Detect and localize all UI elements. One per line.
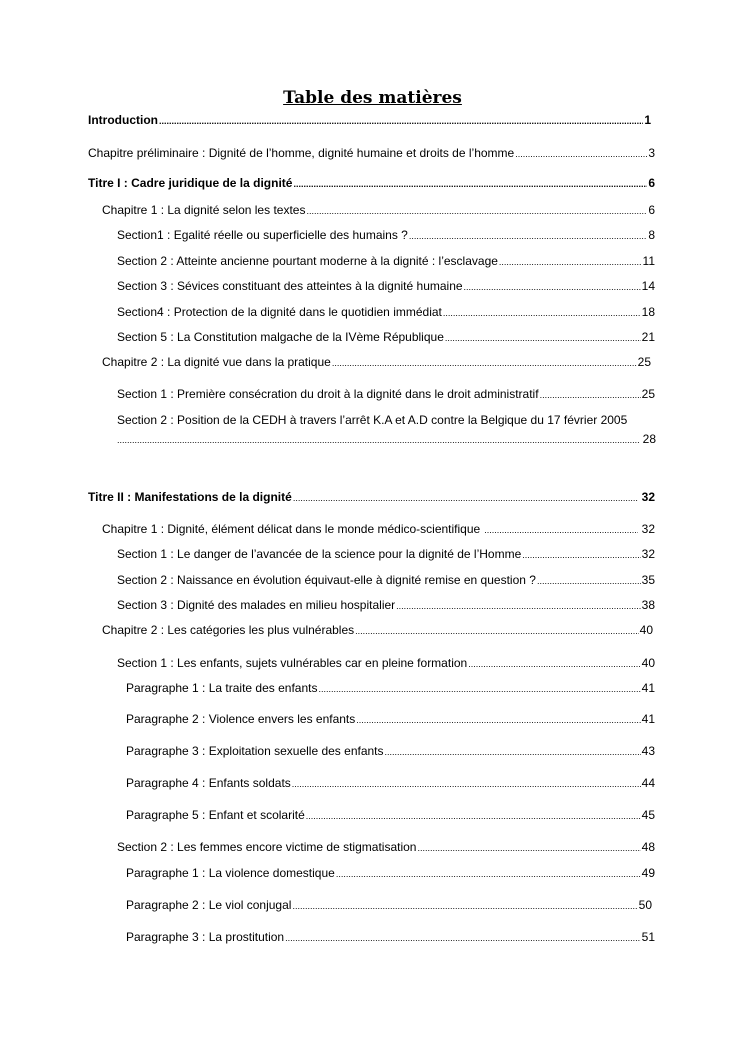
dot-leader — [292, 777, 641, 791]
dot-leader — [445, 331, 641, 345]
toc-entry-page: 35 — [641, 573, 655, 587]
toc-entry-page: 49 — [641, 866, 655, 880]
toc-entry-label: Chapitre 2 : La dignité vue dans la pratique — [102, 355, 331, 369]
toc-entry-t1-chapitre-2[interactable] — [102, 355, 651, 370]
toc-entry-page: 51 — [641, 930, 655, 944]
dot-leader — [499, 255, 642, 269]
dot-leader — [464, 280, 641, 294]
toc-entry-paragraphe-2[interactable] — [126, 712, 655, 727]
toc-entry-page: 38 — [641, 598, 655, 612]
toc-entry-page: 40 — [639, 623, 653, 637]
toc-entry-t1c1-section-2[interactable] — [117, 254, 655, 269]
toc-entry-page: 6 — [648, 203, 655, 217]
toc-entry-page: 48 — [641, 840, 655, 854]
dot-leader — [396, 599, 640, 613]
toc-entry-label: Paragraphe 2 : Le viol conjugal — [126, 898, 292, 912]
dot-leader — [540, 388, 641, 402]
dot-leader — [306, 809, 641, 823]
dot-leader — [515, 147, 647, 161]
toc-entry-page: 44 — [641, 776, 655, 790]
toc-entry-page: 45 — [641, 808, 655, 822]
toc-entry-page: 41 — [641, 681, 655, 695]
toc-entry-page: 21 — [641, 330, 655, 344]
toc-entry-t1c2-section-1[interactable] — [117, 387, 655, 402]
toc-entry-paragraphe-4[interactable] — [126, 776, 655, 791]
toc-entry-t1c1-section-1[interactable] — [117, 228, 655, 243]
toc-entry-page: 40 — [641, 656, 655, 670]
toc-entry-label: Section4 : Protection de la dignité dans le quotidien immédiat — [117, 305, 442, 319]
toc-entry-label: Paragraphe 2 : Violence envers les enfants — [126, 712, 356, 726]
toc-entry-label: Titre II : Manifestations de la dignité — [88, 490, 292, 504]
toc-entry-t2-chapitre-1[interactable] — [102, 522, 655, 537]
dot-leader — [318, 682, 640, 696]
dot-leader — [159, 114, 643, 128]
toc-entry-label: Section 1 : Première consécration du droit à la dignité dans le droit administratif — [117, 387, 539, 401]
toc-entry-titre-1[interactable] — [88, 176, 655, 191]
toc-entry-chapitre-preliminaire[interactable] — [88, 146, 655, 161]
toc-entry-t1c1-section-3[interactable] — [117, 279, 655, 294]
toc-entry-t2c2-section-1[interactable] — [117, 656, 655, 671]
toc-entry-s2-paragraphe-1[interactable] — [126, 866, 655, 881]
dot-leader — [306, 204, 647, 218]
dot-leader — [293, 177, 647, 191]
toc-entry-page: 28 — [642, 432, 656, 446]
toc-entry-t1c2-section-2-label[interactable]: Section 2 : Position de la CEDH à travers l’arrêt K.A et A.D contre la Belgique du 17 février 2005 — [117, 413, 628, 427]
toc-entry-t1c1-section-5[interactable] — [117, 330, 655, 345]
dot-leader — [443, 306, 641, 320]
toc-entry-label: Section 2 : Naissance en évolution équivaut-elle à dignité remise en question ? — [117, 573, 536, 587]
toc-entry-page: 50 — [638, 898, 652, 912]
toc-entry-label: Section 2 : Atteinte ancienne pourtant moderne à la dignité : l’esclavage — [117, 254, 498, 268]
dot-leader — [537, 574, 641, 588]
toc-entry-label: Section 3 : Dignité des malades en milieu hospitalier — [117, 598, 396, 612]
dot-leader — [117, 433, 639, 447]
toc-entry-page: 18 — [641, 305, 655, 319]
toc-entry-label: Section 2 : Les femmes encore victime de stigmatisation — [117, 840, 417, 854]
toc-entry-t1c2-section-2[interactable] — [117, 432, 656, 447]
toc-entry-paragraphe-3[interactable] — [126, 744, 655, 759]
toc-entry-page: 11 — [642, 254, 655, 268]
toc-entry-page: 1 — [644, 113, 651, 127]
toc-entry-label: Section 1 : Les enfants, sujets vulnérables car en pleine formation — [117, 656, 468, 670]
toc-entry-s2-paragraphe-3[interactable] — [126, 930, 655, 945]
toc-entry-label: Paragraphe 3 : La prostitution — [126, 930, 285, 944]
dot-leader — [285, 931, 641, 945]
toc-entry-label: Chapitre 1 : La dignité selon les textes — [102, 203, 306, 217]
dot-leader — [293, 491, 638, 505]
toc-entry-label: Chapitre préliminaire : Dignité de l’homme, dignité humaine et droits de l’homme — [88, 146, 515, 160]
dot-leader — [385, 745, 641, 759]
toc-entry-label: Introduction — [88, 113, 158, 127]
toc-entry-label: Paragraphe 3 : Exploitation sexuelle des enfants — [126, 744, 384, 758]
toc-entry-paragraphe-5[interactable] — [126, 808, 655, 823]
dot-leader — [292, 899, 637, 913]
toc-entry-label: Section 3 : Sévices constituant des atteintes à la dignité humaine — [117, 279, 463, 293]
dot-leader — [409, 229, 647, 243]
toc-entry-page: 32 — [641, 490, 655, 504]
toc-entry-titre-2[interactable] — [88, 490, 655, 505]
toc-entry-t2c1-section-3[interactable] — [117, 598, 655, 613]
dot-leader — [355, 624, 639, 638]
toc-entry-label: Section 1 : Le danger de l’avancée de la science pour la dignité de l’Homme — [117, 547, 522, 561]
dot-leader — [356, 713, 640, 727]
toc-entry-t2c1-section-2[interactable] — [117, 573, 655, 588]
toc-entry-t1-chapitre-1[interactable] — [102, 203, 655, 218]
toc-entry-t2c2-section-2[interactable] — [117, 840, 655, 855]
toc-entry-paragraphe-1[interactable] — [126, 681, 655, 696]
dot-leader — [332, 356, 637, 370]
toc-title: Table des matières — [283, 88, 462, 108]
dot-leader — [468, 657, 640, 671]
toc-entry-page: 41 — [641, 712, 655, 726]
toc-entry-label: Section1 : Egalité réelle ou superficielle des humains ? — [117, 228, 408, 242]
toc-entry-label: Paragraphe 1 : La violence domestique — [126, 866, 335, 880]
toc-entry-page: 14 — [641, 279, 655, 293]
dot-leader — [417, 841, 640, 855]
toc-entry-t2-chapitre-2[interactable] — [102, 623, 653, 638]
toc-entry-page: 32 — [641, 522, 655, 536]
toc-entry-label: Chapitre 1 : Dignité, élément délicat dans le monde médico-scientifique — [102, 522, 481, 536]
toc-entry-label: Titre I : Cadre juridique de la dignité — [88, 176, 293, 190]
toc-entry-page: 3 — [648, 146, 655, 160]
toc-entry-page: 25 — [637, 355, 651, 369]
dot-leader — [522, 548, 640, 562]
toc-entry-page: 8 — [648, 228, 655, 242]
toc-entry-page: 43 — [641, 744, 655, 758]
toc-entry-t2c1-section-1[interactable] — [117, 547, 655, 562]
toc-entry-label: Section 5 : La Constitution malgache de la IVème République — [117, 330, 444, 344]
toc-entry-label: Paragraphe 5 : Enfant et scolarité — [126, 808, 305, 822]
toc-entry-label: Paragraphe 4 : Enfants soldats — [126, 776, 291, 790]
toc-entry-label: Chapitre 2 : Les catégories les plus vulnérables — [102, 623, 355, 637]
toc-entry-introduction[interactable] — [88, 113, 651, 128]
toc-entry-page: 25 — [641, 387, 655, 401]
toc-entry-page: 32 — [641, 547, 655, 561]
dot-leader — [484, 523, 637, 537]
toc-entry-page: 6 — [648, 176, 655, 190]
toc-entry-s2-paragraphe-2[interactable] — [126, 898, 652, 913]
dot-leader — [336, 867, 641, 881]
toc-entry-t1c1-section-4[interactable] — [117, 305, 655, 320]
toc-entry-label: Paragraphe 1 : La traite des enfants — [126, 681, 318, 695]
